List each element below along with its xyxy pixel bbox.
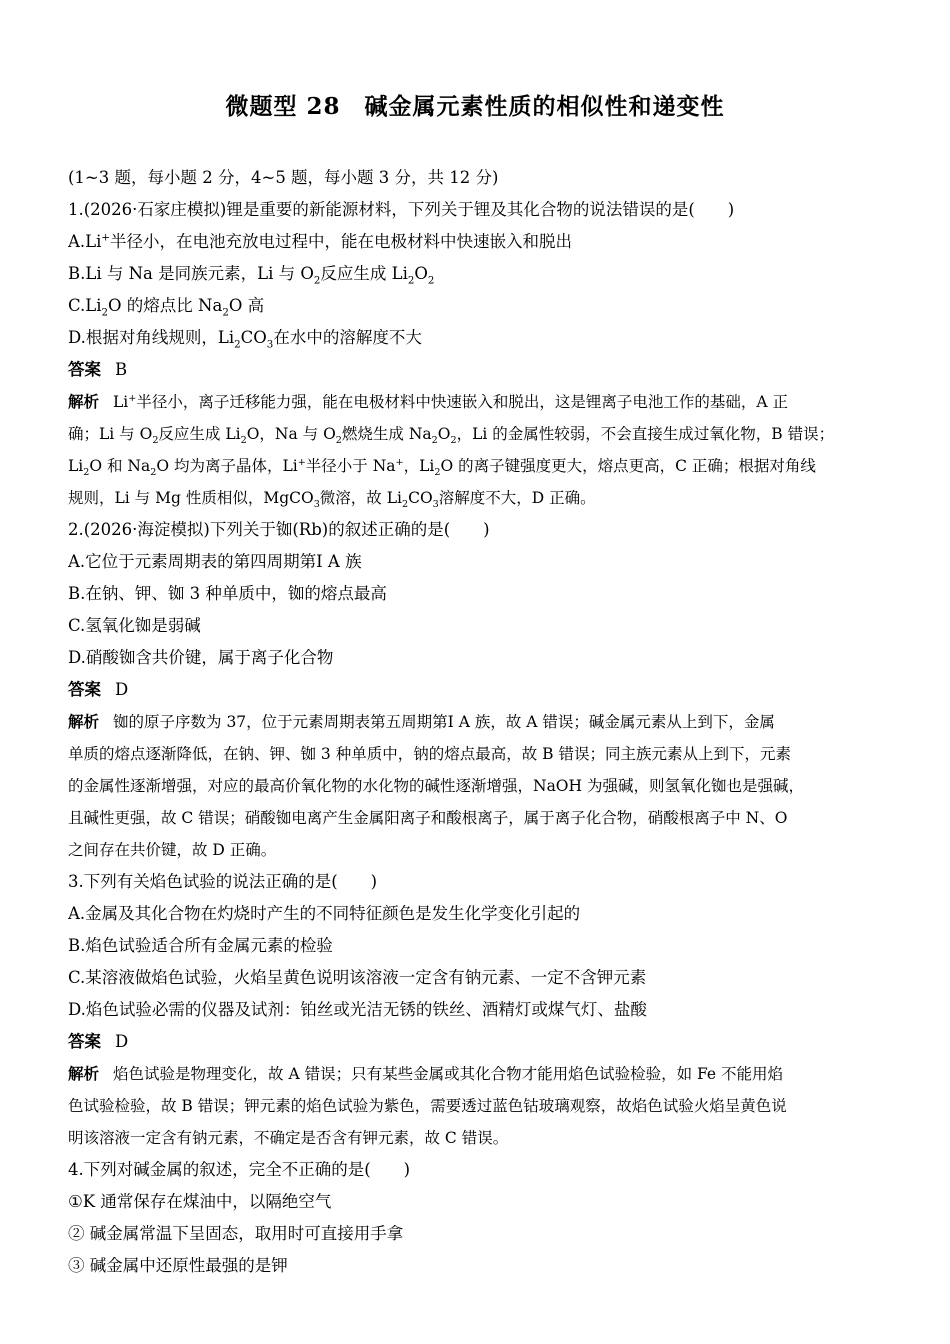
content: [68, 162, 882, 1282]
q2-stem: 2.(2026·海淀模拟)下列关于铷(Rb)的叙述正确的是( ): [68, 520, 490, 539]
q2-analysis-line-2: 单质的熔点逐渐降低，在钠、钾、铷 3 种单质中，钠的熔点最高，故 B 错误；同主族元素从上到下，元素: [68, 745, 791, 763]
q4-item-3: ③ 碱金属中还原性最强的是钾: [68, 1256, 288, 1275]
page-title: 微题型 28 碱金属元素性质的相似性和递变性: [225, 93, 725, 120]
q1-option-d: D.根据对角线规则，$Li_2CO_3$在水中的溶解度不大: [68, 328, 422, 351]
intro-note: (1~3 题，每小题 2 分，4~5 题，每小题 3 分，共 12 分): [68, 168, 499, 187]
q2-option-d: D.硝酸铷含共价键，属于离子化合物: [68, 648, 334, 667]
q2-option-c: C.氢氧化铷是弱碱: [68, 616, 201, 635]
q1-option-a: A.Li+半径小，在电池充放电过程中，能在电极材料中快速嵌入和脱出: [68, 232, 572, 251]
q2-analysis-line-1: 解析 铷的原子序数为 37，位于元素周期表第五周期第Ⅰ A 族，故 A 错误；碱金属元素从上到下，金属: [68, 712, 775, 731]
q2-answer: 答案 D: [68, 680, 129, 699]
q2-analysis-line-5: 之间存在共价键，故 D 正确。: [68, 841, 277, 859]
q2-option-b: B.在钠、钾、铷 3 种单质中，铷的熔点最高: [68, 584, 387, 603]
q2-analysis-line-3: 的金属性逐渐增强，对应的最高价氧化物的水化物的碱性逐渐增强，NaOH 为强碱，则氢氧化铷也是强碱，: [68, 777, 804, 795]
q1-analysis-line-4: 规则，Li 与 Mg 性质相似，MgCO$_3$微溶，故 $Li_2CO_3$溶解度不大，D 正确。: [68, 489, 596, 511]
q1-stem: 1.(2026·石家庄模拟)锂是重要的新能源材料，下列关于锂及其化合物的说法错误的是( ): [68, 200, 735, 219]
q3-option-c: C.某溶液做焰色试验，火焰呈黄色说明该溶液一定含有钠元素、一定不含钾元素: [68, 968, 647, 987]
q4-item-1: ①K 通常保存在煤油中，以隔绝空气: [68, 1192, 332, 1211]
q3-analysis-line-1: 解析 焰色试验是物理变化，故 A 错误；只有某些金属或其化合物才能用焰色试验检验，如 Fe 不能用焰: [68, 1064, 784, 1083]
q3-option-a: A.金属及其化合物在灼烧时产生的不同特征颜色是发生化学变化引起的: [68, 904, 581, 923]
q1-answer: 答案 B: [68, 360, 128, 379]
q3-analysis-line-3: 明该溶液一定含有钠元素，不确定是否含有钾元素，故 C 错误。: [68, 1129, 509, 1147]
q2-option-a: A.它位于元素周期表的第四周期第Ⅰ A 族: [68, 552, 362, 571]
q1-analysis-line-1: 解析 Li+半径小，离子迁移能力强，能在电极材料中快速嵌入和脱出，这是锂离子电池工作的基础，A 正: [68, 392, 788, 411]
q1-analysis-line-3: $Li_2O$ 和 $Na_2O$ 均为离子晶体，Li+半径小于 Na+，$Li_2O$ 的离子键强度更大，熔点更高，C 正确；根据对角线: [68, 456, 816, 479]
q4-item-2: ② 碱金属常温下呈固态，取用时可直接用手拿: [68, 1224, 404, 1243]
q3-option-d: D.焰色试验必需的仪器及试剂：铂丝或光洁无锈的铁丝、酒精灯或煤气灯、盐酸: [68, 1000, 647, 1019]
q1-option-b: B.Li 与 Na 是同族元素，Li 与 $O_2$反应生成 $Li_2O_2$: [68, 264, 435, 287]
q3-option-b: B.焰色试验适合所有金属元素的检验: [68, 936, 333, 955]
q4-stem: 4.下列对碱金属的叙述，完全不正确的是( ): [68, 1160, 411, 1179]
q1-option-c: $C.Li_2O$ 的熔点比 $Na_2O$ 高: [68, 296, 265, 319]
q3-analysis-line-2: 色试验检验，故 B 错误；钾元素的焰色试验为紫色，需要透过蓝色钴玻璃观察，故焰色试验火焰呈黄色说: [68, 1097, 787, 1115]
q3-stem: 3.下列有关焰色试验的说法正确的是( ): [68, 872, 378, 891]
q3-answer: 答案 D: [68, 1032, 129, 1051]
q2-analysis-line-4: 且碱性更强，故 C 错误；硝酸铷电离产生金属阳离子和酸根离子，属于离子化合物，硝酸根离子中 N、O: [68, 809, 788, 827]
q1-analysis-line-2: 确；Li 与 $O_2$反应生成 $Li_2O$，Na 与 $O_2$燃烧生成 $Na_2O_2$，Li 的金属性较弱，不会直接生成过氧化物，B 错误；: [68, 425, 835, 447]
